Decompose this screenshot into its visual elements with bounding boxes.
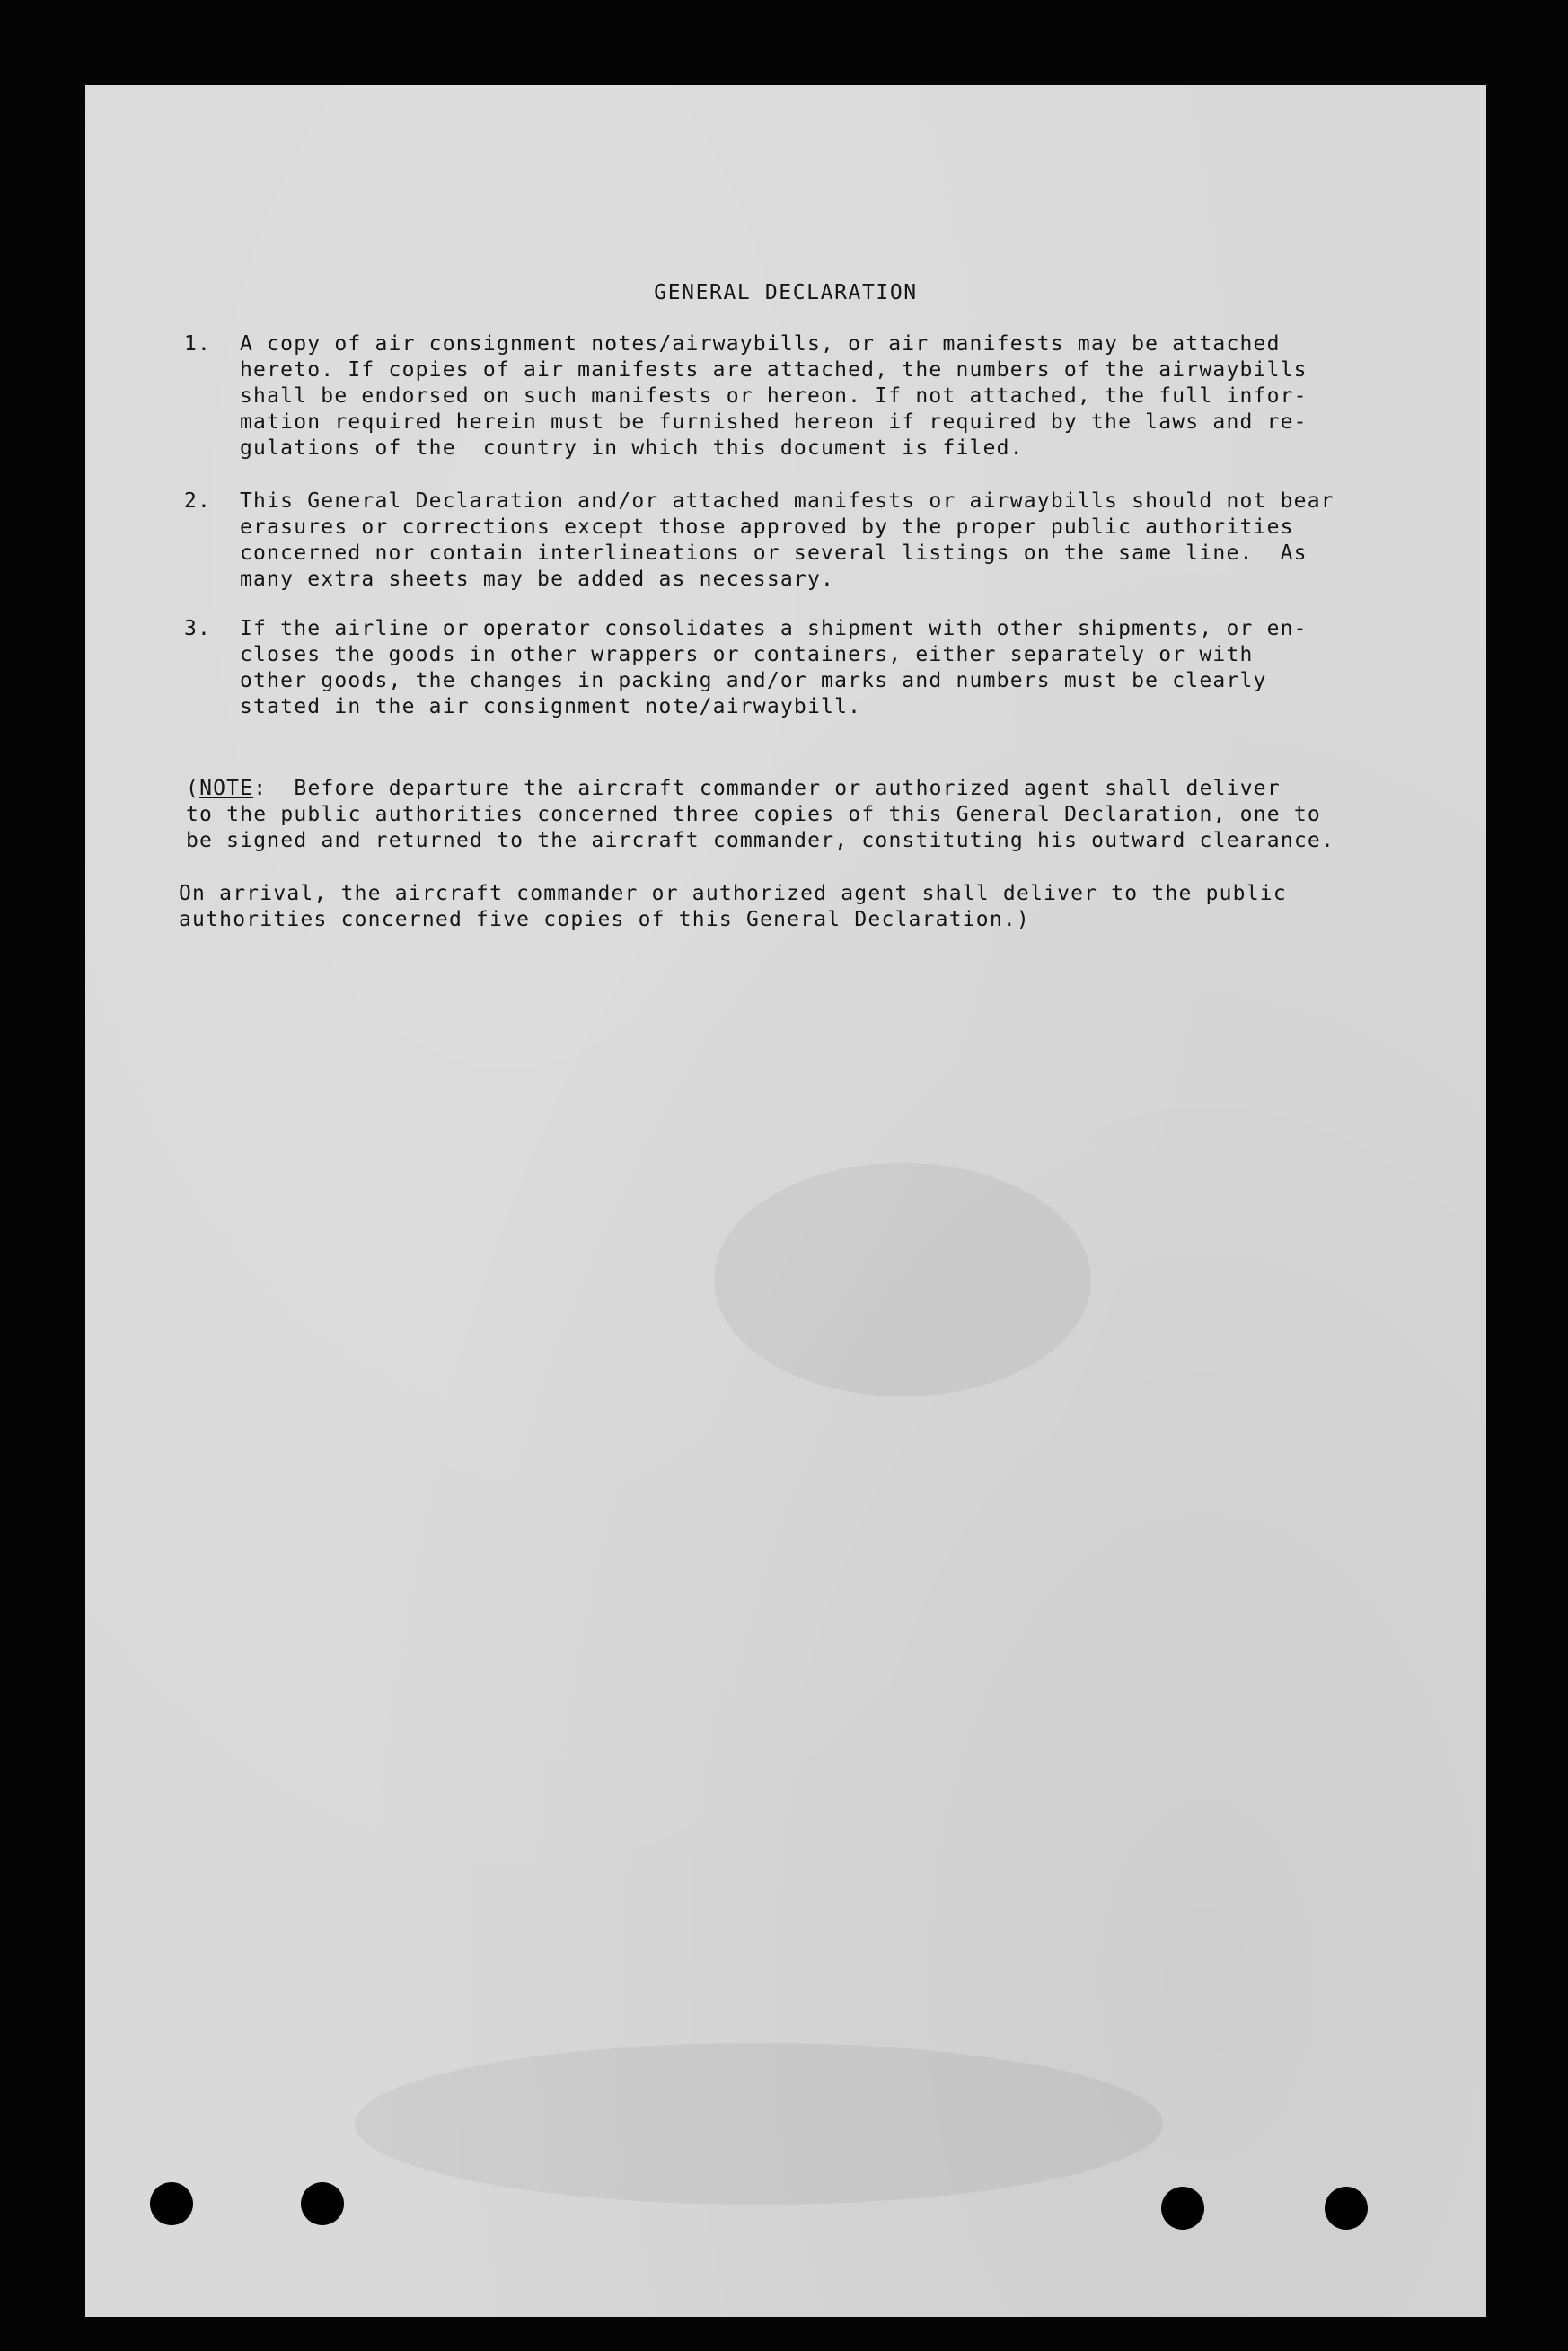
note-colon: :	[253, 777, 268, 800]
item-number: 1.	[184, 332, 212, 356]
punch-hole	[1161, 2187, 1204, 2230]
punch-hole	[1325, 2187, 1368, 2230]
arrival-line: On arrival, the aircraft commander or authorized agent shall deliver to the public	[179, 882, 1287, 905]
note-line: be signed and returned to the aircraft commander, constituting his outward clearance.	[186, 829, 1335, 852]
paper-stain	[714, 1163, 1091, 1396]
item-line: If the airline or operator consolidates a shipment with other shipments, or en-	[240, 617, 1308, 640]
punch-hole	[150, 2182, 193, 2225]
item-line: A copy of air consignment notes/airwaybills, or air manifests may be attached	[240, 332, 1281, 356]
item-line: hereto. If copies of air manifests are attached, the numbers of the airwaybills	[240, 358, 1308, 382]
item-line: concerned nor contain interlineations or several listings on the same line. As	[240, 542, 1308, 565]
item-line: mation required herein must be furnished hereon if required by the laws and re-	[240, 410, 1308, 434]
item-line: erasures or corrections except those approved by the proper public authorities	[240, 515, 1294, 539]
page-title: GENERAL DECLARATION	[654, 281, 918, 304]
item-line: gulations of the country in which this document is filed.	[240, 436, 1024, 460]
arrival-line: authorities concerned five copies of this General Declaration.)	[179, 908, 1030, 931]
note-label: NOTE	[199, 777, 254, 800]
note-line: to the public authorities concerned three copies of this General Declaration, one to	[186, 803, 1321, 826]
item-line: stated in the air consignment note/airwaybill.	[240, 695, 862, 718]
item-line: other goods, the changes in packing and/or marks and numbers must be clearly	[240, 669, 1267, 692]
item-number: 2.	[184, 489, 212, 513]
item-number: 3.	[184, 617, 212, 640]
item-line: shall be endorsed on such manifests or hereon. If not attached, the full infor-	[240, 384, 1308, 408]
note-line-text: Before departure the aircraft commander or authorized agent shall deliver	[267, 777, 1281, 800]
paper-stain	[355, 2043, 1163, 2205]
punch-hole	[301, 2182, 344, 2225]
note-open-paren: (	[186, 777, 200, 800]
document-page	[85, 85, 1486, 2317]
item-line: This General Declaration and/or attached manifests or airwaybills should not bear	[240, 489, 1335, 513]
note-line	[186, 777, 1281, 800]
item-line: closes the goods in other wrappers or containers, either separately or with	[240, 643, 1254, 666]
item-line: many extra sheets may be added as necessary.	[240, 568, 835, 591]
